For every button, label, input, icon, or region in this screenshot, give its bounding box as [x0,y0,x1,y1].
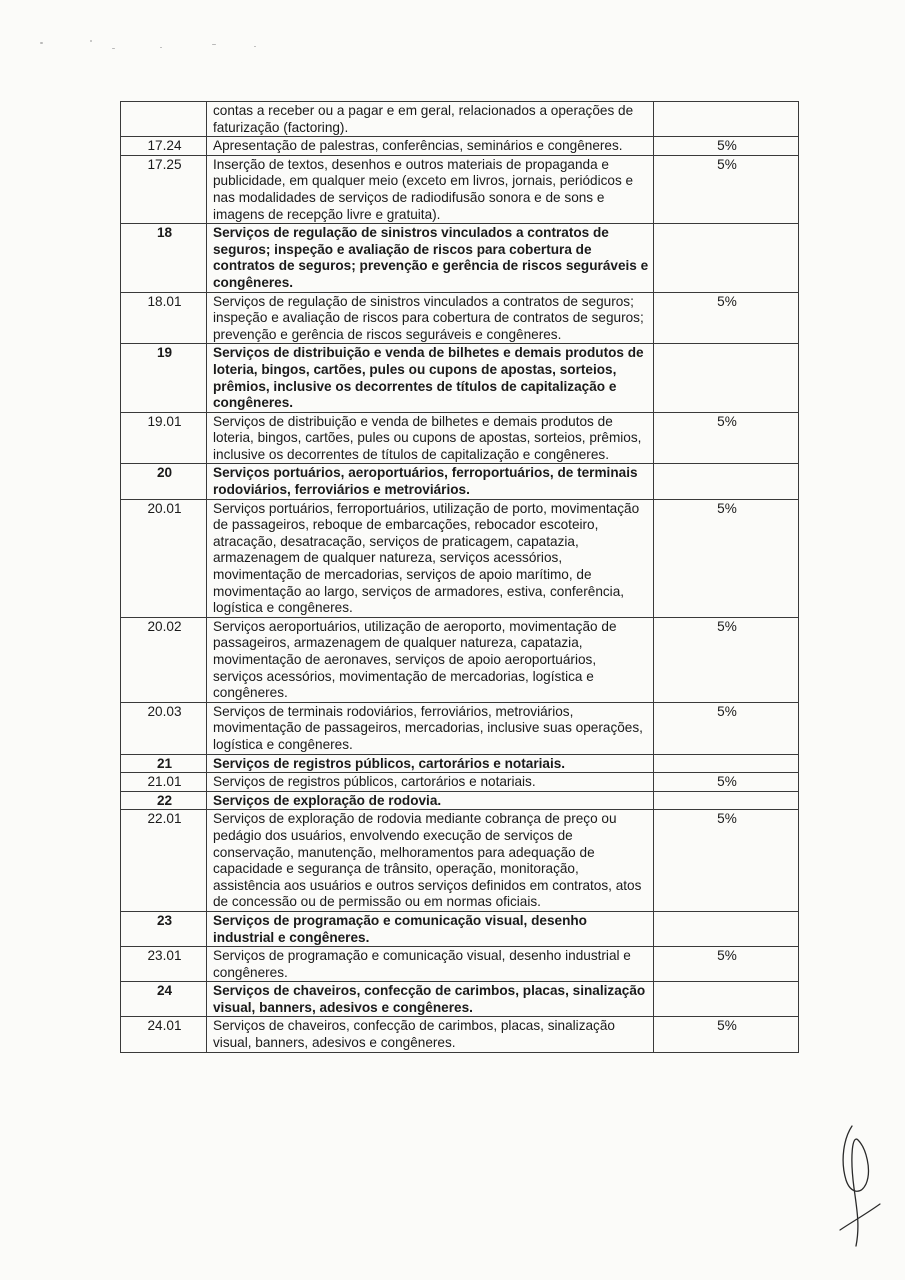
item-code: 21.01 [121,773,207,792]
table-row [121,773,799,792]
item-code: 20.03 [121,702,207,754]
item-description: Serviços de exploração de rodovia mediante cobrança de preço ou pedágio dos usuários, envolvendo execução de serviços de conservação, manutenção, melhoramentos para adequação de capacidade e segurança de trânsito, operação, monitoração, assistência aos usuários e outros serviços definidos em contratos, atos de concessão ou de permissão ou em normas oficiais. [207,810,654,912]
item-rate: 5% [654,412,799,464]
group-title: Serviços de distribuição e venda de bilhetes e demais produtos de loteria, bingos, cartões, pules ou cupons de apostas, sorteios, prêmios, inclusive os decorrentes de títulos de capitalização e congêneres. [207,344,654,412]
item-rate: 5% [654,702,799,754]
scan-speck [212,44,216,45]
item-description: Serviços de regulação de sinistros vinculados a contratos de seguros; inspeção e avaliação de riscos para cobertura de contratos de seguros; prevenção e gerência de riscos seguráveis e congêneres. [207,292,654,344]
item-code: 20.01 [121,499,207,617]
group-code: 24 [121,982,207,1017]
group-header-row [121,224,799,292]
item-rate: 5% [654,617,799,702]
item-code: 24.01 [121,1017,207,1052]
group-title: Serviços portuários, aeroportuários, ferroportuários, de terminais rodoviários, ferroviários e metroviários. [207,464,654,499]
item-rate: 5% [654,1017,799,1052]
item-code: 17.25 [121,155,207,223]
table-row [121,499,799,617]
table-row [121,412,799,464]
group-rate [654,911,799,946]
table-row [121,617,799,702]
item-rate: 5% [654,499,799,617]
item-description: Serviços portuários, ferroportuários, utilização de porto, movimentação de passageiros, reboque de embarcações, rebocador escoteiro, atracação, desatracação, serviços de praticagem, capatazia, armazenagem de qualquer natureza, serviços acessórios, movimentação de mercadorias, serviços de apoio marítimo, de movimentação ao largo, serviços de armadores, estiva, conferência, logística e congêneres. [207,499,654,617]
item-code: 23.01 [121,947,207,982]
table-row [121,292,799,344]
group-title: Serviços de registros públicos, cartorários e notariais. [207,754,654,773]
table-row [121,155,799,223]
table-row [121,810,799,912]
group-title: Serviços de chaveiros, confecção de carimbos, placas, sinalização visual, banners, adesivos e congêneres. [207,982,654,1017]
group-header-row [121,344,799,412]
group-title: Serviços de regulação de sinistros vinculados a contratos de seguros; inspeção e avaliação de riscos para cobertura de contratos de seguros; prevenção e gerência de riscos seguráveis e congêneres. [207,224,654,292]
group-code: 23 [121,911,207,946]
service-rate-table [120,101,799,1053]
item-description: Serviços de chaveiros, confecção de carimbos, placas, sinalização visual, banners, adesivos e congêneres. [207,1017,654,1052]
group-rate [654,982,799,1017]
group-header-row [121,982,799,1017]
item-rate: 5% [654,947,799,982]
scan-speck [40,42,43,44]
item-description: Serviços aeroportuários, utilização de aeroporto, movimentação de passageiros, armazenagem de qualquer natureza, capatazia, movimentação de aeronaves, serviços de apoio aeroportuários, serviços acessórios, movimentação de mercadorias, logística e congêneres. [207,617,654,702]
item-description: Inserção de textos, desenhos e outros materiais de propaganda e publicidade, em qualquer meio (exceto em livros, jornais, periódicos e nas modalidades de serviços de radiodifusão sonora e de sons e imagens de recepção livre e gratuita). [207,155,654,223]
group-code: 18 [121,224,207,292]
item-description: Apresentação de palestras, conferências, seminários e congêneres. [207,137,654,156]
item-code: 19.01 [121,412,207,464]
group-code: 19 [121,344,207,412]
item-description: Serviços de registros públicos, cartorários e notariais. [207,773,654,792]
group-header-row [121,464,799,499]
scan-speck [112,48,115,49]
handwritten-initials-signature [820,1118,890,1258]
group-code: 22 [121,791,207,810]
item-code: 18.01 [121,292,207,344]
group-rate [654,224,799,292]
item-rate: 5% [654,137,799,156]
table-row [121,947,799,982]
group-rate [654,344,799,412]
item-description: Serviços de terminais rodoviários, ferroviários, metroviários, movimentação de passageiros, mercadorias, inclusive suas operações, logística e congêneres. [207,702,654,754]
group-rate [654,464,799,499]
item-rate: 5% [654,155,799,223]
item-code [121,102,207,137]
item-rate: 5% [654,810,799,912]
table-body [121,102,799,1053]
item-code: 20.02 [121,617,207,702]
group-rate [654,754,799,773]
group-header-row [121,754,799,773]
scan-speck [90,40,92,42]
scan-speck [254,46,256,47]
group-code: 21 [121,754,207,773]
item-description: Serviços de programação e comunicação visual, desenho industrial e congêneres. [207,947,654,982]
item-code: 22.01 [121,810,207,912]
item-description: Serviços de distribuição e venda de bilhetes e demais produtos de loteria, bingos, cartões, pules ou cupons de apostas, sorteios, prêmios, inclusive os decorrentes de títulos de capitalização e congêneres. [207,412,654,464]
table-row [121,1017,799,1052]
table-row [121,702,799,754]
item-code: 17.24 [121,137,207,156]
scan-speck [160,47,162,48]
group-header-row [121,791,799,810]
group-header-row [121,911,799,946]
group-code: 20 [121,464,207,499]
item-rate [654,102,799,137]
group-title: Serviços de exploração de rodovia. [207,791,654,810]
table-row [121,102,799,137]
group-title: Serviços de programação e comunicação visual, desenho industrial e congêneres. [207,911,654,946]
item-rate: 5% [654,773,799,792]
table-row [121,137,799,156]
item-rate: 5% [654,292,799,344]
group-rate [654,791,799,810]
item-description: contas a receber ou a pagar e em geral, relacionados a operações de faturização (factoring). [207,102,654,137]
